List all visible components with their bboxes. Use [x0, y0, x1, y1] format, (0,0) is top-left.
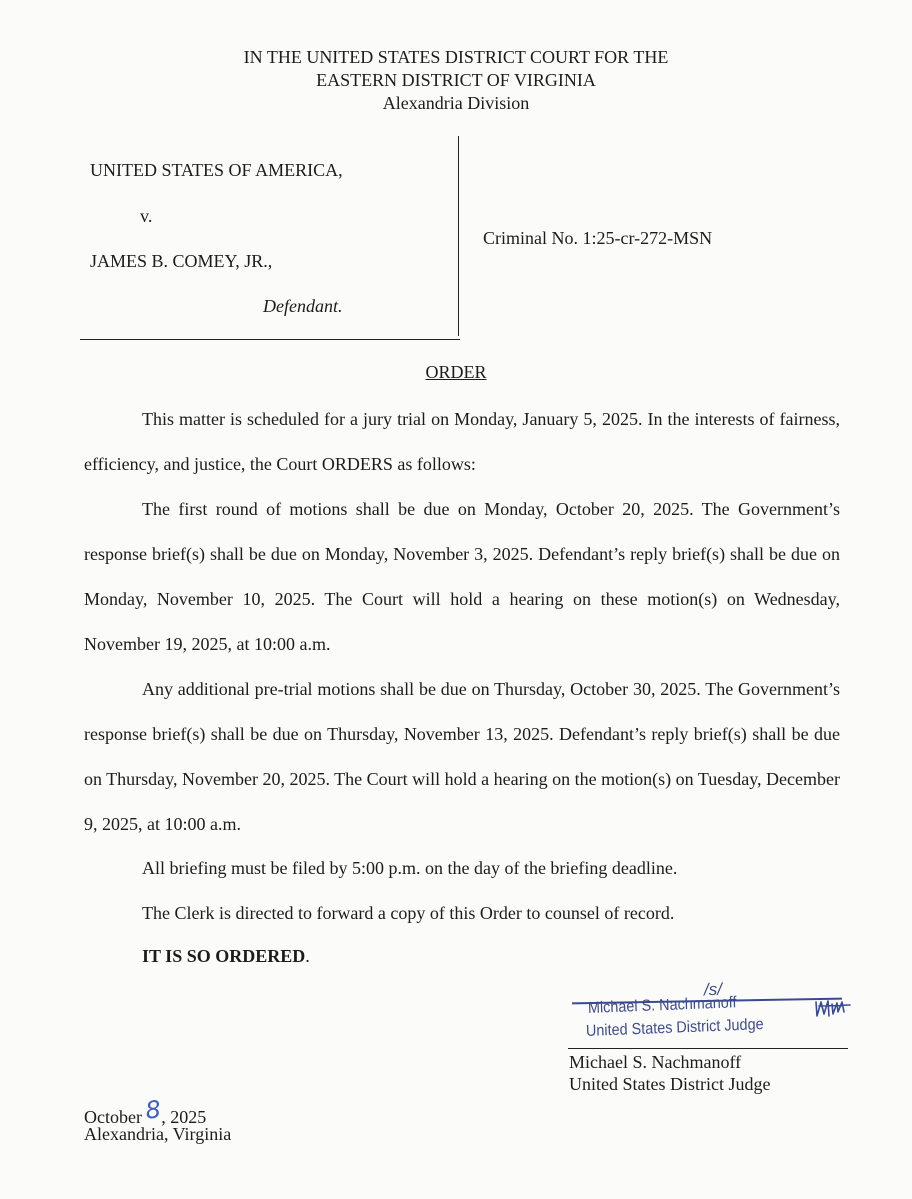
date-year: , 2025: [161, 1107, 207, 1127]
judge-title: United States District Judge: [569, 1074, 771, 1094]
stamp-judge-name: Michael S. Nachmanoff: [587, 994, 737, 1017]
caption-vertical-divider: [458, 136, 459, 336]
case-number: Criminal No. 1:25-cr-272-MSN: [483, 228, 713, 248]
date-day-handwritten: 8: [144, 1095, 163, 1125]
signature-stamp: [568, 980, 848, 1050]
paragraph-briefing-deadline: All briefing must be filed by 5:00 p.m. on the day of the briefing deadline.: [142, 858, 678, 878]
order-location: Alexandria, Virginia: [84, 1124, 232, 1144]
caption-defendant: JAMES B. COMEY, JR.,: [90, 251, 273, 271]
paragraph-clerk-directive: The Clerk is directed to forward a copy of this Order to counsel of record.: [142, 903, 675, 923]
so-ordered: [142, 946, 310, 967]
court-division: Alexandria Division: [382, 93, 530, 113]
handwritten-initials-icon: [814, 992, 854, 1022]
date-month: October: [84, 1107, 142, 1127]
court-name-line-2: EASTERN DISTRICT OF VIRGINIA: [316, 70, 596, 90]
paragraph-first-motions: The first round of motions shall be due on Monday, October 20, 2025. The Government’s response brief(s) shall be due on Monday, November 3, 2025. Defendant’s reply brief(s) shall be due on Monday, November 10, 2025. The Court will hold a hearing on these motion(s) on Wednesday, November 19, 2025, at 10:00 a.m.: [84, 499, 840, 654]
stamp-signature-mark: /s/: [703, 979, 723, 1000]
paragraph-additional-motions: Any additional pre-trial motions shall be due on Thursday, October 30, 2025. The Government’s response brief(s) shall be due on Thursday, November 13, 2025. Defendant’s reply brief(s) shall be due on Thursday, November 20, 2025. The Court will hold a hearing on the motion(s) on Tuesday, December 9, 2025, at 10:00 a.m.: [84, 679, 840, 834]
order-title: [0, 362, 912, 383]
court-header: [0, 46, 912, 115]
caption-horizontal-divider: [80, 339, 460, 340]
so-ordered-text: IT IS SO ORDERED: [142, 946, 306, 966]
order-title-text: ORDER: [425, 362, 487, 382]
caption-versus: v.: [140, 206, 153, 226]
paragraph-trial-date: This matter is scheduled for a jury trial on Monday, January 5, 2025. In the interests of fairness, efficiency, and justice, the Court ORDERS as follows:: [84, 409, 840, 474]
so-ordered-period: .: [305, 946, 310, 966]
stamp-judge-title: United States District Judge: [585, 1016, 764, 1040]
court-name-line-1: IN THE UNITED STATES DISTRICT COURT FOR THE: [243, 47, 669, 67]
caption-defendant-role: Defendant.: [263, 296, 343, 316]
caption-plaintiff: UNITED STATES OF AMERICA,: [90, 160, 343, 180]
judge-name: Michael S. Nachmanoff: [569, 1052, 742, 1072]
signature-line: [568, 1048, 848, 1049]
